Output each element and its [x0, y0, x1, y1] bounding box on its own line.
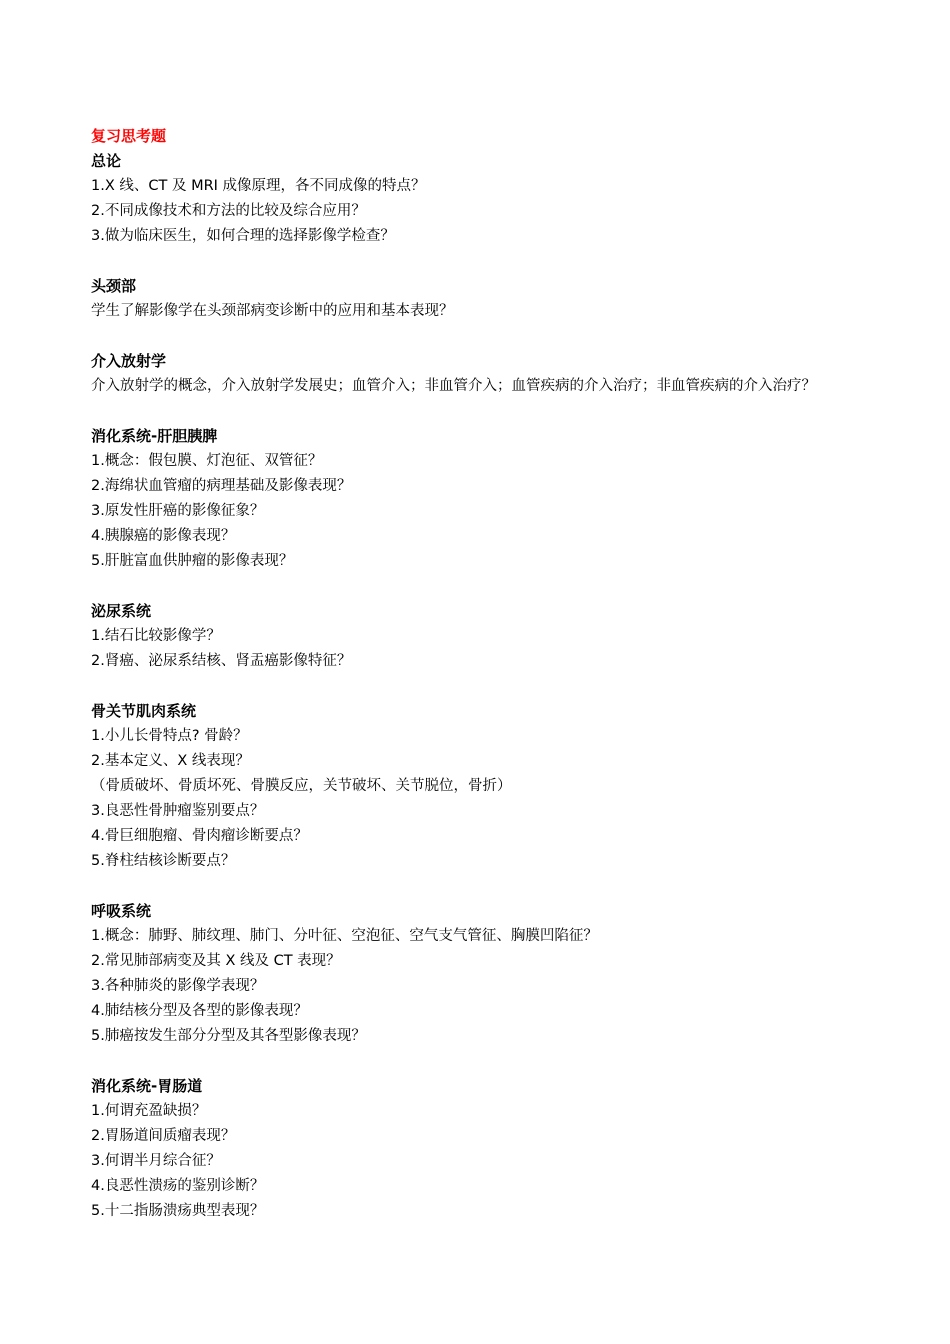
section-musculoskeletal — [91, 699, 861, 874]
question-line: （骨质破坏、骨质坏死、骨膜反应，关节破坏、关节脱位，骨折） — [91, 778, 512, 794]
question-line: 2.胃肠道间质瘤表现？ — [91, 1128, 236, 1144]
question-line: 5.肝脏富血供肿瘤的影像表现？ — [91, 553, 294, 569]
question-line: 2.肾癌、泌尿系结核、肾盂癌影像特征？ — [91, 653, 352, 669]
section-heading: 总论 — [91, 152, 122, 170]
question-line: 2.不同成像技术和方法的比较及综合应用？ — [91, 203, 366, 219]
section-heading: 介入放射学 — [91, 352, 167, 370]
section-gastrointestinal — [91, 1074, 861, 1224]
question-line: 3.做为临床医生，如何合理的选择影像学检查？ — [91, 228, 395, 244]
document-page — [91, 124, 861, 1249]
section-heading: 骨关节肌肉系统 — [91, 702, 197, 720]
question-line: 1.概念：假包膜、灯泡征、双管征？ — [91, 453, 323, 469]
question-line: 1.结石比较影像学？ — [91, 628, 221, 644]
question-line: 1.X 线、CT 及 MRI 成像原理，各不同成像的特点？ — [91, 178, 426, 194]
section-respiratory — [91, 899, 861, 1049]
question-line: 介入放射学的概念，介入放射学发展史；血管介入；非血管介入；血管疾病的介入治疗；非血管疾病的介入治疗？ — [91, 378, 816, 394]
question-line: 4.良恶性溃疡的鉴别诊断？ — [91, 1178, 265, 1194]
section-heading: 消化系统-胃肠道 — [91, 1077, 203, 1095]
document-title: 复习思考题 — [91, 127, 167, 145]
question-line: 4.胰腺癌的影像表现？ — [91, 528, 236, 544]
question-line: 3.良恶性骨肿瘤鉴别要点？ — [91, 803, 265, 819]
section-urinary — [91, 599, 861, 674]
section-heading: 呼吸系统 — [91, 902, 152, 920]
question-line: 3.各种肺炎的影像学表现？ — [91, 978, 265, 994]
question-line: 5.十二指肠溃疡典型表现？ — [91, 1203, 265, 1219]
section-general — [91, 149, 861, 249]
section-heading: 消化系统-肝胆胰脾 — [91, 427, 218, 445]
question-line: 学生了解影像学在头颈部病变诊断中的应用和基本表现？ — [91, 303, 454, 319]
section-heading: 头颈部 — [91, 277, 137, 295]
question-line: 2.基本定义、X 线表现？ — [91, 753, 250, 769]
section-hepatobiliary — [91, 424, 861, 574]
section-interventional-radiology — [91, 349, 861, 399]
question-line: 1.小儿长骨特点? 骨龄？ — [91, 728, 248, 744]
question-line: 5.肺癌按发生部分分型及其各型影像表现？ — [91, 1028, 366, 1044]
section-head-neck — [91, 274, 861, 324]
question-line: 4.骨巨细胞瘤、骨肉瘤诊断要点？ — [91, 828, 308, 844]
question-line: 1.概念：肺野、肺纹理、肺门、分叶征、空泡征、空气支气管征、胸膜凹陷征？ — [91, 928, 598, 944]
question-line: 5.脊柱结核诊断要点？ — [91, 853, 236, 869]
question-line: 3.何谓半月综合征？ — [91, 1153, 221, 1169]
question-line: 4.肺结核分型及各型的影像表现？ — [91, 1003, 308, 1019]
question-line: 2.海绵状血管瘤的病理基础及影像表现？ — [91, 478, 352, 494]
question-line: 3.原发性肝癌的影像征象？ — [91, 503, 265, 519]
section-heading: 泌尿系统 — [91, 602, 152, 620]
question-line: 1.何谓充盈缺损？ — [91, 1103, 207, 1119]
question-line: 2.常见肺部病变及其 X 线及 CT 表现？ — [91, 953, 341, 969]
